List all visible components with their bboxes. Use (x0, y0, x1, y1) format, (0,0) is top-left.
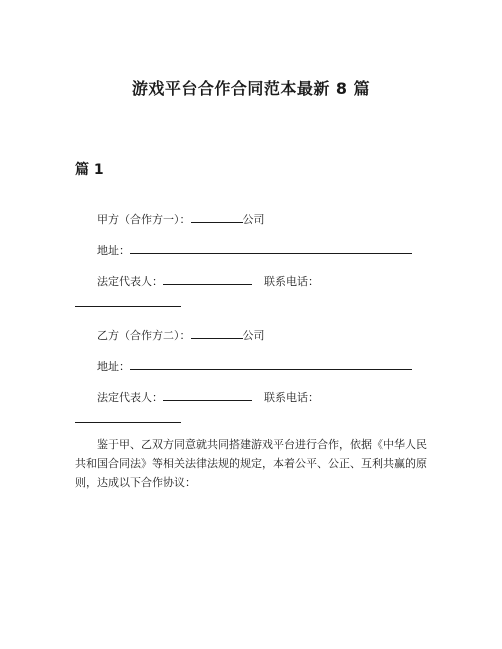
party-b-rep-blank (163, 389, 252, 401)
party-b-name-label: 乙方（合作方二）： (97, 329, 191, 342)
party-a-rep-line (97, 273, 319, 289)
party-b-address-label: 地址： (97, 360, 130, 373)
party-a-address-line (97, 242, 412, 258)
party-b-phone-label: 联系电话： (264, 391, 319, 404)
party-a-address-label: 地址： (97, 244, 130, 257)
party-b-address-blank (130, 358, 412, 370)
party-a-phone-blank (75, 295, 181, 307)
party-a-phone-line (75, 295, 181, 311)
party-b-phone-line (75, 411, 181, 427)
party-a-name-blank (191, 211, 243, 223)
party-a-name-suffix: 公司 (242, 213, 265, 226)
party-b-name-suffix: 公司 (242, 329, 265, 342)
party-b-rep-line (97, 389, 319, 405)
party-b-address-line (97, 358, 412, 374)
party-b-name-line (97, 327, 265, 343)
party-b-phone-blank (75, 411, 181, 423)
party-a-rep-blank (163, 273, 252, 285)
section-heading: 篇 1 (75, 162, 104, 178)
party-a-phone-label: 联系电话： (264, 275, 319, 288)
preamble-paragraph: 鉴于甲、乙双方同意就共同搭建游戏平台进行合作，依据《中华人民共和国合同法》等相关法律法规的规定，本着公平、公正、互利共赢的原则，达成以下合作协议： (75, 438, 427, 489)
party-a-address-blank (130, 242, 412, 254)
party-a-name-line (97, 211, 265, 227)
party-b-name-blank (191, 327, 243, 339)
party-b-rep-label: 法定代表人： (97, 391, 163, 404)
document-title: 游戏平台合作合同范本最新 8 篇 (131, 79, 371, 98)
party-a-name-label: 甲方（合作方一）： (97, 213, 191, 226)
party-a-rep-label: 法定代表人： (97, 275, 163, 288)
